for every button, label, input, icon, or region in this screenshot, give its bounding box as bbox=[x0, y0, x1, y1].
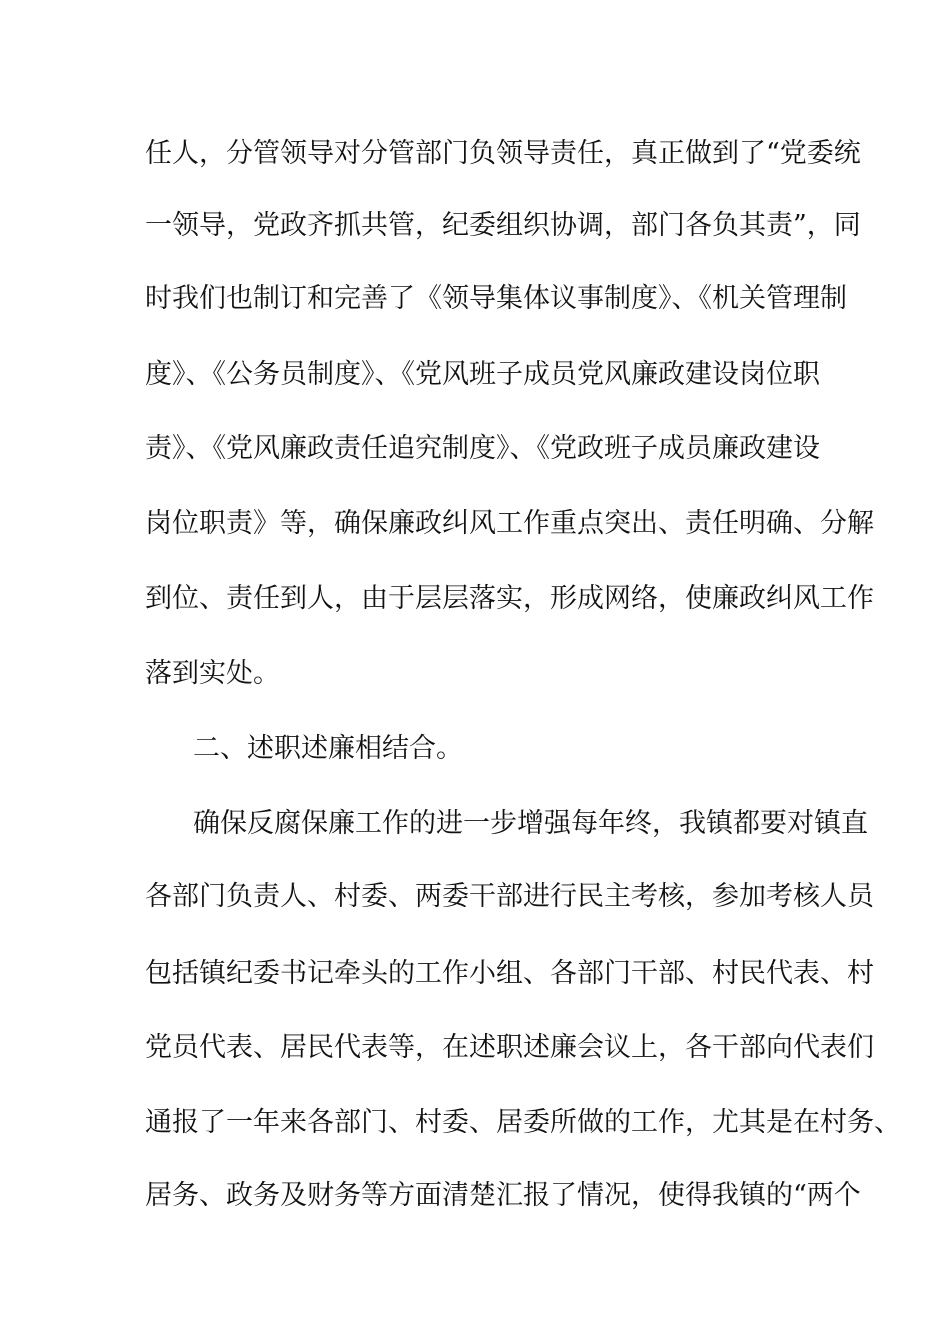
paragraph-line: 责》、《党风廉政责任追究制度》、《党政班子成员廉政建设 bbox=[145, 433, 820, 464]
paragraph-line: 党员代表、居民代表等，在述职述廉会议上，各干部向代表们 bbox=[145, 1032, 874, 1063]
paragraph-line: 落到实处。 bbox=[145, 658, 280, 689]
paragraph-line: 确保反腐保廉工作的进一步增强每年终，我镇都要对镇直 bbox=[193, 808, 868, 839]
section-heading: 二、述职述廉相结合。 bbox=[193, 733, 463, 764]
paragraph-line: 岗位职责》等，确保廉政纠风工作重点突出、责任明确、分解 bbox=[145, 508, 874, 539]
paragraph-line: 通报了一年来各部门、村委、居委所做的工作，尤其是在村务、 bbox=[145, 1107, 901, 1138]
paragraph-line: 居务、政务及财务等方面清楚汇报了情况，使得我镇的“两个 bbox=[145, 1180, 861, 1211]
paragraph-line: 度》、《公务员制度》、《党风班子成员党风廉政建设岗位职 bbox=[145, 359, 820, 390]
paragraph-line: 一领导，党政齐抓共管，纪委组织协调，部门各负其责”，同 bbox=[145, 210, 861, 241]
paragraph-line: 到位、责任到人，由于层层落实，形成网络，使廉政纠风工作 bbox=[145, 583, 874, 614]
paragraph-line: 任人，分管领导对分管部门负领导责任，真正做到了“党委统 bbox=[145, 138, 861, 169]
paragraph-line: 各部门负责人、村委、两委干部进行民主考核，参加考核人员 bbox=[145, 881, 874, 912]
paragraph-line: 包括镇纪委书记牵头的工作小组、各部门干部、村民代表、村 bbox=[145, 958, 874, 989]
paragraph-line: 时我们也制订和完善了《领导集体议事制度》、《机关管理制 bbox=[145, 283, 847, 314]
